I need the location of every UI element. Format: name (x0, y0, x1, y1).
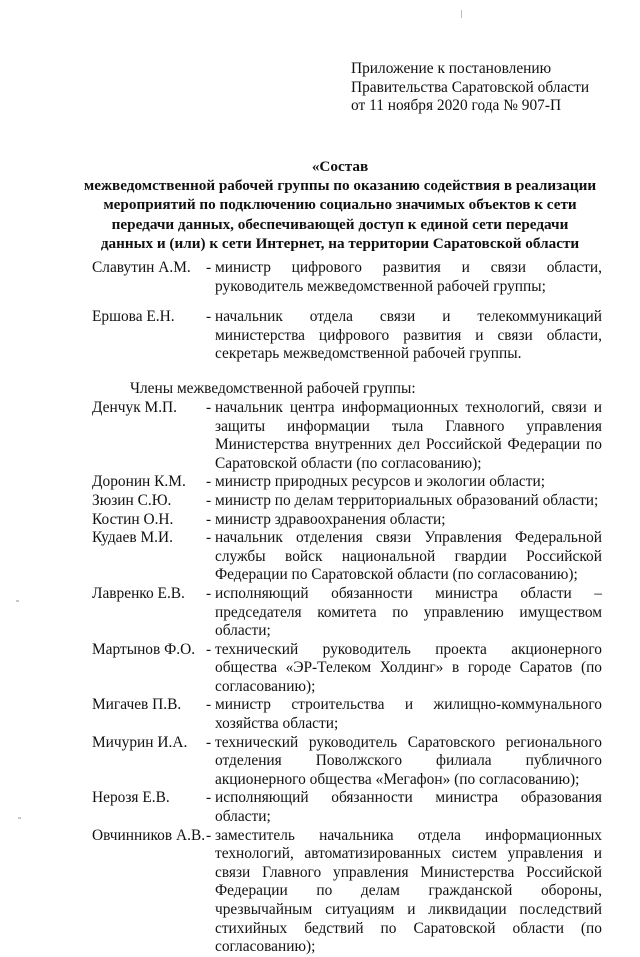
header-line: от 11 ноября 2020 года № 907-П (351, 97, 562, 115)
entry-dash: - (206, 733, 212, 751)
spacer (92, 296, 602, 308)
entry-dash: - (206, 398, 212, 416)
person-name: Мичурин И.А. (92, 733, 188, 751)
person-position: министр природных ресурсов и экологии области; (215, 473, 545, 491)
person-position: министр по делам территориальных образований области; (215, 491, 599, 509)
member-entry (92, 734, 602, 790)
entry-dash: - (206, 491, 212, 509)
leader-entry (92, 308, 602, 364)
entry-dash: - (206, 259, 212, 276)
person-position: начальник отдела связи и телекоммуникаций министерства цифрового развития и связи области, секретарь межведомственной рабочей группы. (215, 308, 602, 363)
leader-entry (92, 259, 602, 296)
person-position: заместитель начальника отдела информационных технологий, автоматизированных систем управления и связи Главного управления Министерства Российской Федерации по делам гражданской обороны, чрезвычайным ситуациям и ликвидации последствий стихийных бедствий по Саратовской области (по согласованию); (215, 826, 602, 956)
title-line: мероприятий по подключению социально значимых объектов к сети (103, 196, 577, 214)
entry-dash: - (206, 826, 212, 844)
person-name: Костин О.Н. (92, 510, 174, 528)
entry-dash: - (206, 696, 212, 714)
member-entry (92, 399, 602, 473)
member-entry (92, 585, 602, 641)
person-name: Овчинников А.В. (92, 826, 206, 844)
members-heading: Члены межведомственной рабочей группы: (130, 379, 416, 397)
title-line: межведомственной рабочей группы по оказанию содействия в реализации (83, 177, 597, 195)
person-name: Лавренко Е.В. (92, 584, 185, 602)
member-entry (92, 789, 602, 826)
member-entry (92, 492, 602, 511)
title-line: «Состав (311, 158, 369, 175)
person-name: Ершова Е.Н. (92, 308, 175, 326)
member-entry (92, 529, 602, 585)
appendix-header (351, 60, 611, 116)
person-name: Доронин К.М. (92, 473, 186, 491)
document-title (60, 157, 620, 253)
person-name: Славутин А.М. (92, 259, 191, 276)
person-position: исполняющий обязанности министра образования области; (215, 789, 602, 826)
person-name: Мартынов Ф.О. (92, 640, 196, 658)
person-position: исполняющий обязанности министра области – председателя комитета по управлению имуществом области; (215, 584, 602, 640)
person-name: Мигачев П.В. (92, 696, 182, 714)
person-position: начальник отделения связи Управления Федеральной службы войск национальной гвардии Российской Федерации по Саратовской области (по согласованию); (215, 529, 602, 584)
entry-dash: - (206, 584, 212, 602)
entry-dash: - (206, 529, 212, 547)
member-entry (92, 641, 602, 697)
person-name: Зюзин С.Ю. (92, 491, 172, 509)
person-position: начальник центра информационных технологий, связи и защиты информации тыла Главного управления Министерства внутренних дел Российской Федерации по Саратовской области (по согласованию); (215, 398, 602, 472)
entry-dash: - (206, 308, 212, 326)
person-name: Нерозя Е.В. (92, 789, 170, 807)
person-position: министр строительства и жилищно-коммунального хозяйства области; (215, 696, 602, 733)
person-position: технический руководитель Саратовского регионального отделения Поволжского филиала публичного акционерного общества «Мегафон» (по согласованию); (215, 733, 602, 788)
person-position: технический руководитель проекта акционерного общества «ЭР-Телеком Холдинг» в городе Саратов (по согласованию); (215, 640, 602, 695)
title-line: передачи данных, обеспечивающей доступ к единой сети передачи (111, 215, 569, 233)
entry-dash: - (206, 510, 212, 528)
entry-dash: - (206, 640, 212, 658)
person-name: Денчук М.П. (92, 398, 178, 416)
scan-speck (16, 600, 19, 602)
person-position: министр цифрового развития и связи области, руководитель межведомственной рабочей группы; (215, 259, 602, 295)
member-entry (92, 511, 602, 530)
header-line: Правительства Саратовской области (351, 78, 590, 96)
entry-dash: - (206, 473, 212, 491)
member-entry (92, 473, 602, 492)
composition-list (92, 259, 602, 957)
scan-speck (18, 817, 21, 819)
scan-mark (461, 10, 462, 18)
member-entry (92, 696, 602, 733)
entry-dash: - (206, 789, 212, 807)
person-position: министр здравоохранения области; (215, 510, 446, 528)
person-name: Кудаев М.И. (92, 529, 173, 547)
title-line: данных и (или) к сети Интернет, на территории Саратовской области (100, 234, 580, 252)
header-line: Приложение к постановлению (351, 60, 552, 77)
member-entry (92, 827, 602, 957)
